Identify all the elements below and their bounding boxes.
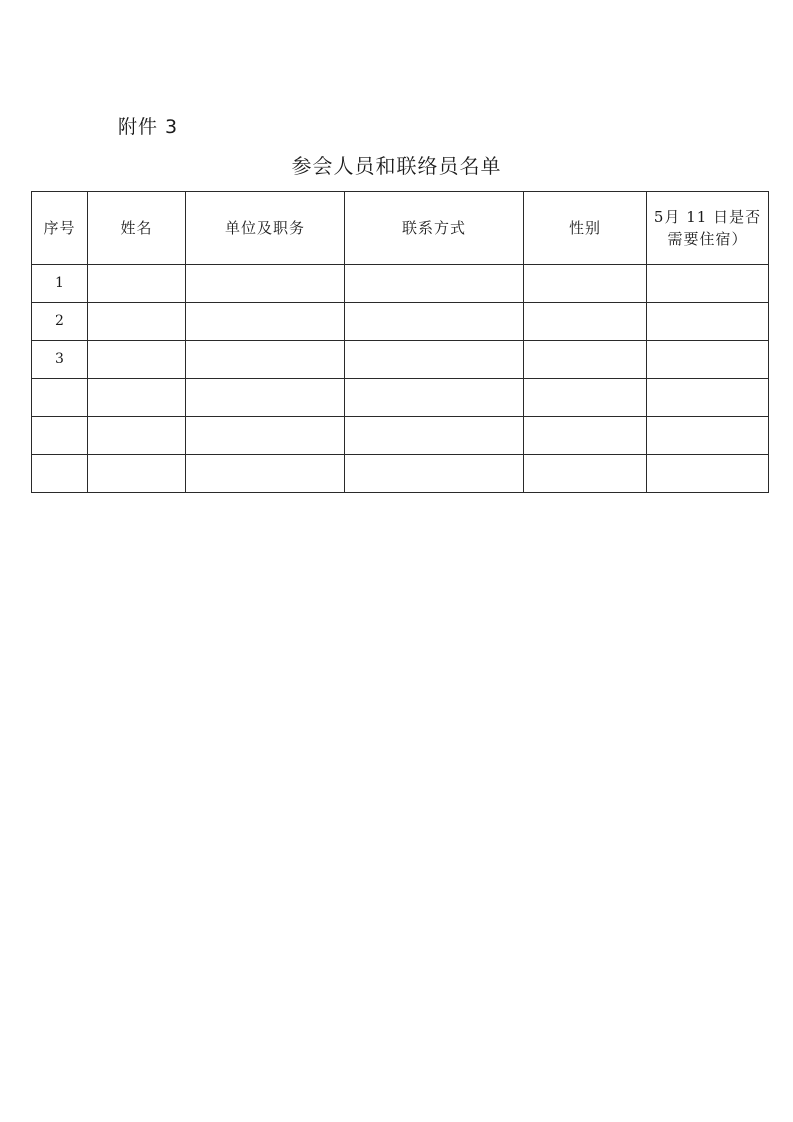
header-accommodation: 5月 11 日是否需要住宿） [647, 192, 769, 265]
cell-name [88, 455, 186, 493]
cell-contact [345, 341, 524, 379]
cell-seq [32, 455, 88, 493]
cell-gender [524, 341, 647, 379]
cell-unit-position [186, 265, 345, 303]
table-row [32, 417, 769, 455]
header-unit-position: 单位及职务 [186, 192, 345, 265]
table-row [32, 341, 769, 379]
cell-gender [524, 379, 647, 417]
cell-unit-position [186, 303, 345, 341]
cell-seq [32, 379, 88, 417]
cell-gender [524, 265, 647, 303]
cell-accommodation [647, 417, 769, 455]
table-row [32, 265, 769, 303]
cell-gender [524, 303, 647, 341]
cell-seq: 2 [32, 303, 88, 341]
table-row [32, 379, 769, 417]
table-header-row [32, 192, 769, 265]
cell-seq: 3 [32, 341, 88, 379]
cell-contact [345, 379, 524, 417]
cell-name [88, 417, 186, 455]
cell-seq [32, 417, 88, 455]
cell-contact [345, 455, 524, 493]
cell-name [88, 303, 186, 341]
header-name: 姓名 [88, 192, 186, 265]
table-row [32, 303, 769, 341]
cell-accommodation [647, 265, 769, 303]
header-contact: 联系方式 [345, 192, 524, 265]
cell-gender [524, 455, 647, 493]
attendee-roster-table [31, 191, 769, 493]
attachment-label: 附件 3 [118, 116, 179, 138]
cell-name [88, 341, 186, 379]
cell-gender [524, 417, 647, 455]
cell-accommodation [647, 455, 769, 493]
cell-seq: 1 [32, 265, 88, 303]
cell-contact [345, 417, 524, 455]
cell-name [88, 379, 186, 417]
table-row [32, 455, 769, 493]
cell-name [88, 265, 186, 303]
cell-unit-position [186, 341, 345, 379]
cell-unit-position [186, 379, 345, 417]
header-gender: 性别 [524, 192, 647, 265]
header-seq: 序号 [32, 192, 88, 265]
cell-accommodation [647, 379, 769, 417]
cell-unit-position [186, 455, 345, 493]
cell-unit-position [186, 417, 345, 455]
cell-contact [345, 265, 524, 303]
cell-accommodation [647, 303, 769, 341]
page-title: 参会人员和联络员名单 [291, 154, 502, 178]
cell-contact [345, 303, 524, 341]
cell-accommodation [647, 341, 769, 379]
